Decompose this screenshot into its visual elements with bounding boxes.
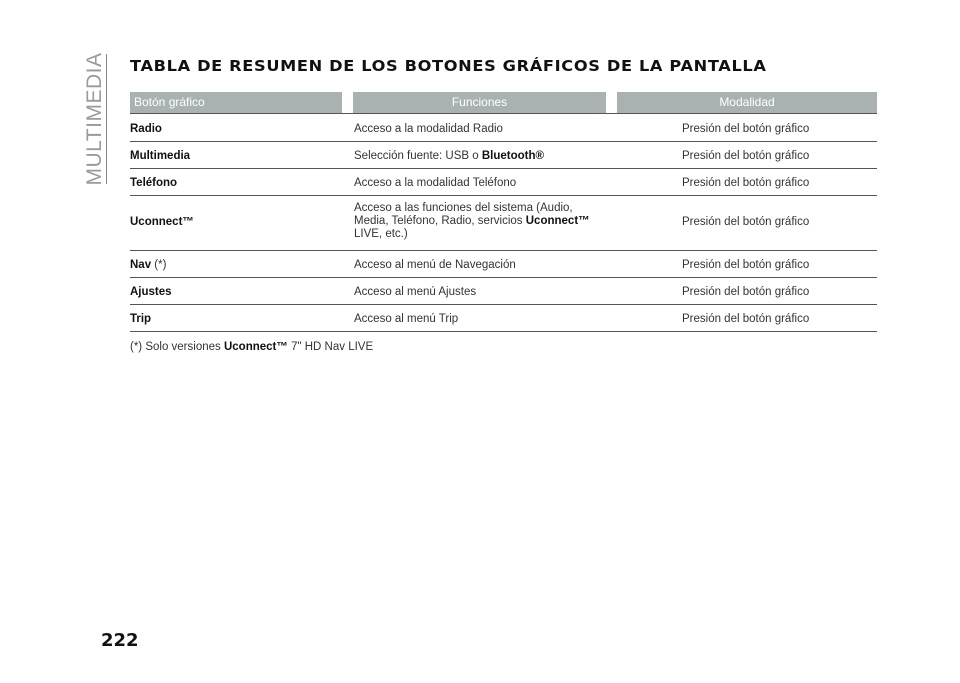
cell-button: Ajustes <box>130 286 172 298</box>
cell-button: Multimedia <box>130 150 191 162</box>
cell-mode: Presión del botón gráfico <box>682 286 810 298</box>
divider <box>130 331 877 332</box>
footnote-text: (*) Solo versiones <box>130 341 224 353</box>
cell-function: Acceso a la modalidad Teléfono <box>354 177 517 189</box>
header-button: Botón gráfico <box>130 92 342 113</box>
function-text: Acceso a las funciones del sistema (Audio, Media, Teléfono, Radio, servicios <box>354 202 573 227</box>
cell-button: Uconnect™ <box>130 216 194 228</box>
footnote-tail: 7" HD Nav LIVE <box>287 341 374 353</box>
page-number: 222 <box>101 630 139 651</box>
page-title: TABLA DE RESUMEN DE LOS BOTONES GRÁFICOS DE LA PANTALLA <box>130 57 767 75</box>
cell-button <box>130 259 166 271</box>
divider <box>130 141 877 142</box>
cell-mode: Presión del botón gráfico <box>682 313 810 325</box>
button-text: Nav <box>130 259 152 271</box>
function-bold: Uconnect™ <box>525 215 590 227</box>
divider <box>130 195 877 196</box>
cell-button: Trip <box>130 313 152 325</box>
header-functions: Funciones <box>353 92 606 113</box>
footnote-bold: Uconnect™ <box>223 341 288 353</box>
function-text: Selección fuente: USB o <box>354 150 482 162</box>
cell-mode: Presión del botón gráfico <box>682 259 810 271</box>
function-tail: LIVE, etc.) <box>354 228 408 240</box>
cell-button: Teléfono <box>130 177 178 189</box>
section-text: MULTIMEDIA <box>83 52 106 186</box>
table-row <box>130 202 877 247</box>
cell-function: Acceso al menú de Navegación <box>354 259 516 271</box>
cell-function <box>354 150 604 163</box>
divider <box>130 250 877 251</box>
cell-mode: Presión del botón gráfico <box>682 123 810 135</box>
button-note: (*) <box>151 259 167 271</box>
header-mode: Modalidad <box>617 92 877 113</box>
cell-mode: Presión del botón gráfico <box>682 216 810 228</box>
divider <box>130 277 877 278</box>
cell-mode: Presión del botón gráfico <box>682 150 810 162</box>
divider <box>130 304 877 305</box>
cell-function: Acceso al menú Ajustes <box>354 286 477 298</box>
cell-button: Radio <box>130 123 162 135</box>
cell-function <box>354 202 594 241</box>
section-label <box>84 54 107 184</box>
function-bold: Bluetooth® <box>481 150 544 162</box>
cell-function: Acceso a la modalidad Radio <box>354 123 503 135</box>
divider <box>130 113 877 114</box>
footnote <box>130 341 373 353</box>
divider <box>130 168 877 169</box>
cell-function: Acceso al menú Trip <box>354 313 459 325</box>
cell-mode: Presión del botón gráfico <box>682 177 810 189</box>
